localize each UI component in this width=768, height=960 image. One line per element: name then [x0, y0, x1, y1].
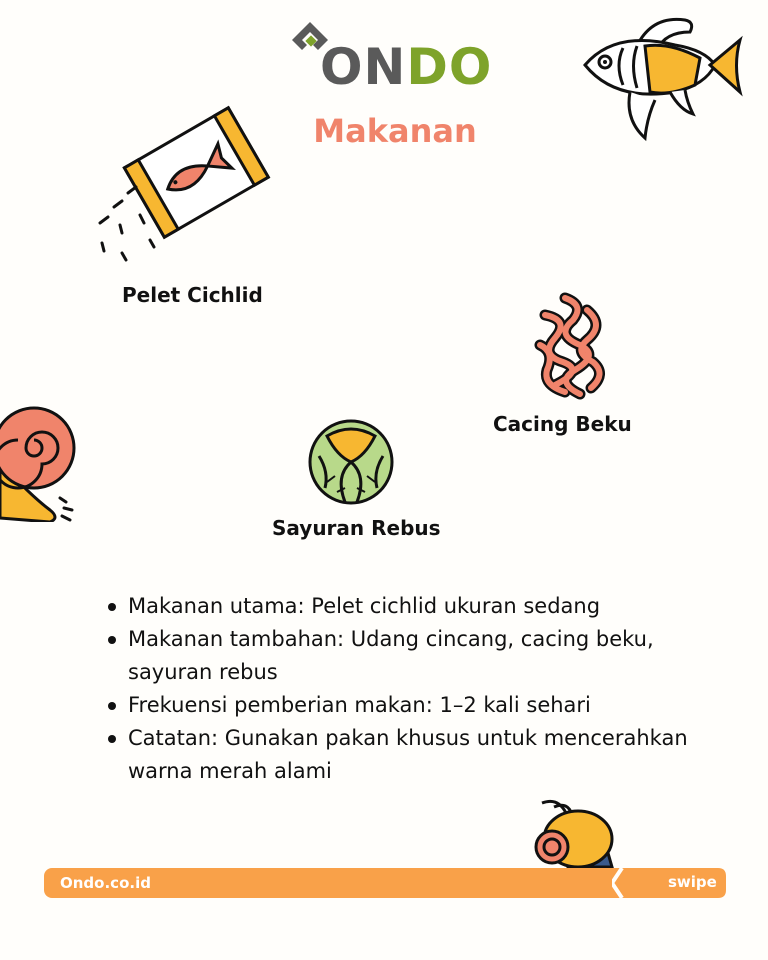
- swipe-button[interactable]: swipe: [668, 873, 717, 891]
- vegetables-label: Sayuran Rebus: [272, 516, 441, 540]
- brand-name-part2: DO: [406, 38, 493, 96]
- worms-icon: [525, 290, 615, 402]
- brand-name-part1: ON: [320, 38, 407, 96]
- food-info-list: [106, 590, 726, 788]
- pellet-label: Pelet Cichlid: [122, 283, 263, 307]
- snail-icon: [0, 400, 80, 522]
- brand-logo: [320, 38, 493, 96]
- page-title: Makanan: [313, 112, 477, 150]
- footer-website[interactable]: Ondo.co.id: [60, 874, 151, 892]
- pellet-bag-icon: [92, 105, 272, 265]
- snail-icon: [528, 797, 614, 869]
- list-item: Frekuensi pemberian makan: 1–2 kali sehari: [106, 689, 726, 722]
- list-item: Makanan tambahan: Udang cincang, cacing beku, sayuran rebus: [106, 623, 726, 689]
- list-item: Makanan utama: Pelet cichlid ukuran sedang: [106, 590, 726, 623]
- list-item: Catatan: Gunakan pakan khusus untuk mencerahkan warna merah alami: [106, 722, 726, 788]
- fish-icon: [575, 10, 745, 145]
- worms-label: Cacing Beku: [493, 412, 632, 436]
- cabbage-icon: [305, 416, 397, 506]
